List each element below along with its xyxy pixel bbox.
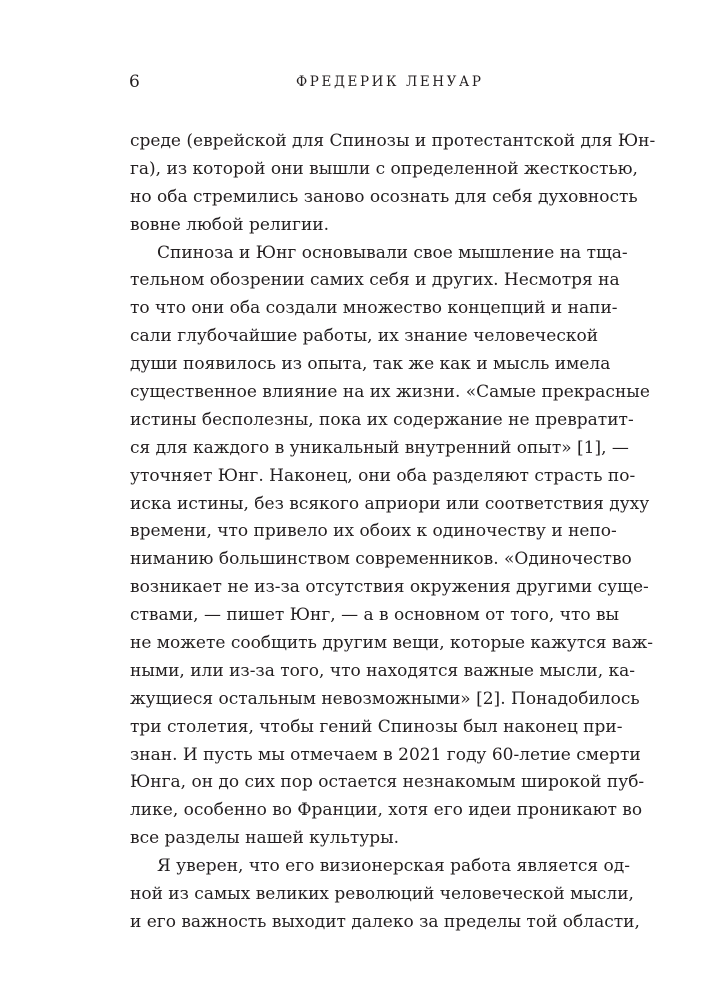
text-line: но оба стремились заново осознать для себя духовность — [130, 186, 638, 207]
text-line: лике, особенно во Франции, хотя его идеи проникают во — [130, 800, 643, 821]
text-line: Юнга, он до сих пор остается незнакомым широкой пуб- — [130, 772, 645, 793]
text-line: иска истины, без всякого априори или соответствия духу — [130, 493, 650, 514]
body-text — [130, 128, 656, 937]
text-line: времени, что привело их обоих к одиночеству и непо- — [130, 521, 617, 542]
text-line: Я уверен, что его визионерская работа является од- — [157, 856, 630, 877]
text-line: не можете сообщить другим вещи, которые кажутся важ- — [130, 633, 653, 654]
text-line: ными, или из-за того, что находятся важные мысли, ка- — [130, 660, 636, 681]
running-head-author: ФРЕДЕРИК ЛЕНУАР — [296, 74, 484, 90]
page-number: 6 — [129, 72, 140, 92]
text-line: и его важность выходит далеко за пределы той области, — [130, 911, 640, 932]
text-line: ся для каждого в уникальный внутренний опыт» [1], — — [130, 437, 629, 458]
text-line: души появилось из опыта, так же как и мысль имела — [130, 354, 611, 375]
text-line: то что они оба создали множество концепций и напи- — [130, 298, 618, 319]
text-line: три столетия, чтобы гений Спинозы был наконец при- — [130, 716, 623, 737]
text-line: жущиеся остальным невозможными» [2]. Понадобилось — [130, 688, 640, 709]
text-line: все разделы нашей культуры. — [130, 828, 400, 849]
text-line: уточняет Юнг. Наконец, они оба разделяют страсть по- — [130, 465, 636, 486]
text-line: вовне любой религии. — [130, 214, 330, 235]
text-line: истины бесполезны, пока их содержание не превратит- — [130, 409, 634, 430]
text-line: ной из самых великих революций человеческой мысли, — [130, 884, 634, 905]
text-line: возникает не из-за отсутствия окружения другими суще- — [130, 577, 649, 598]
page-header — [0, 72, 710, 98]
text-line: га), из которой они вышли с определенной жесткостью, — [130, 158, 638, 179]
text-line: существенное влияние на их жизни. «Самые прекрасные — [130, 382, 650, 403]
text-line: ниманию большинством современников. «Одиночество — [130, 549, 632, 570]
text-line: среде (еврейской для Спинозы и протестантской для Юн- — [130, 131, 656, 151]
text-line: сали глубочайшие работы, их знание человеческой — [130, 326, 599, 347]
text-line: ствами, — пишет Юнг, — а в основном от того, что вы — [130, 605, 620, 626]
text-line: тельном обозрении самих себя и других. Несмотря на — [130, 270, 620, 291]
text-line: Спиноза и Юнг основывали свое мышление на тща- — [157, 242, 628, 263]
text-line: знан. И пусть мы отмечаем в 2021 году 60-летие смерти — [130, 744, 641, 765]
